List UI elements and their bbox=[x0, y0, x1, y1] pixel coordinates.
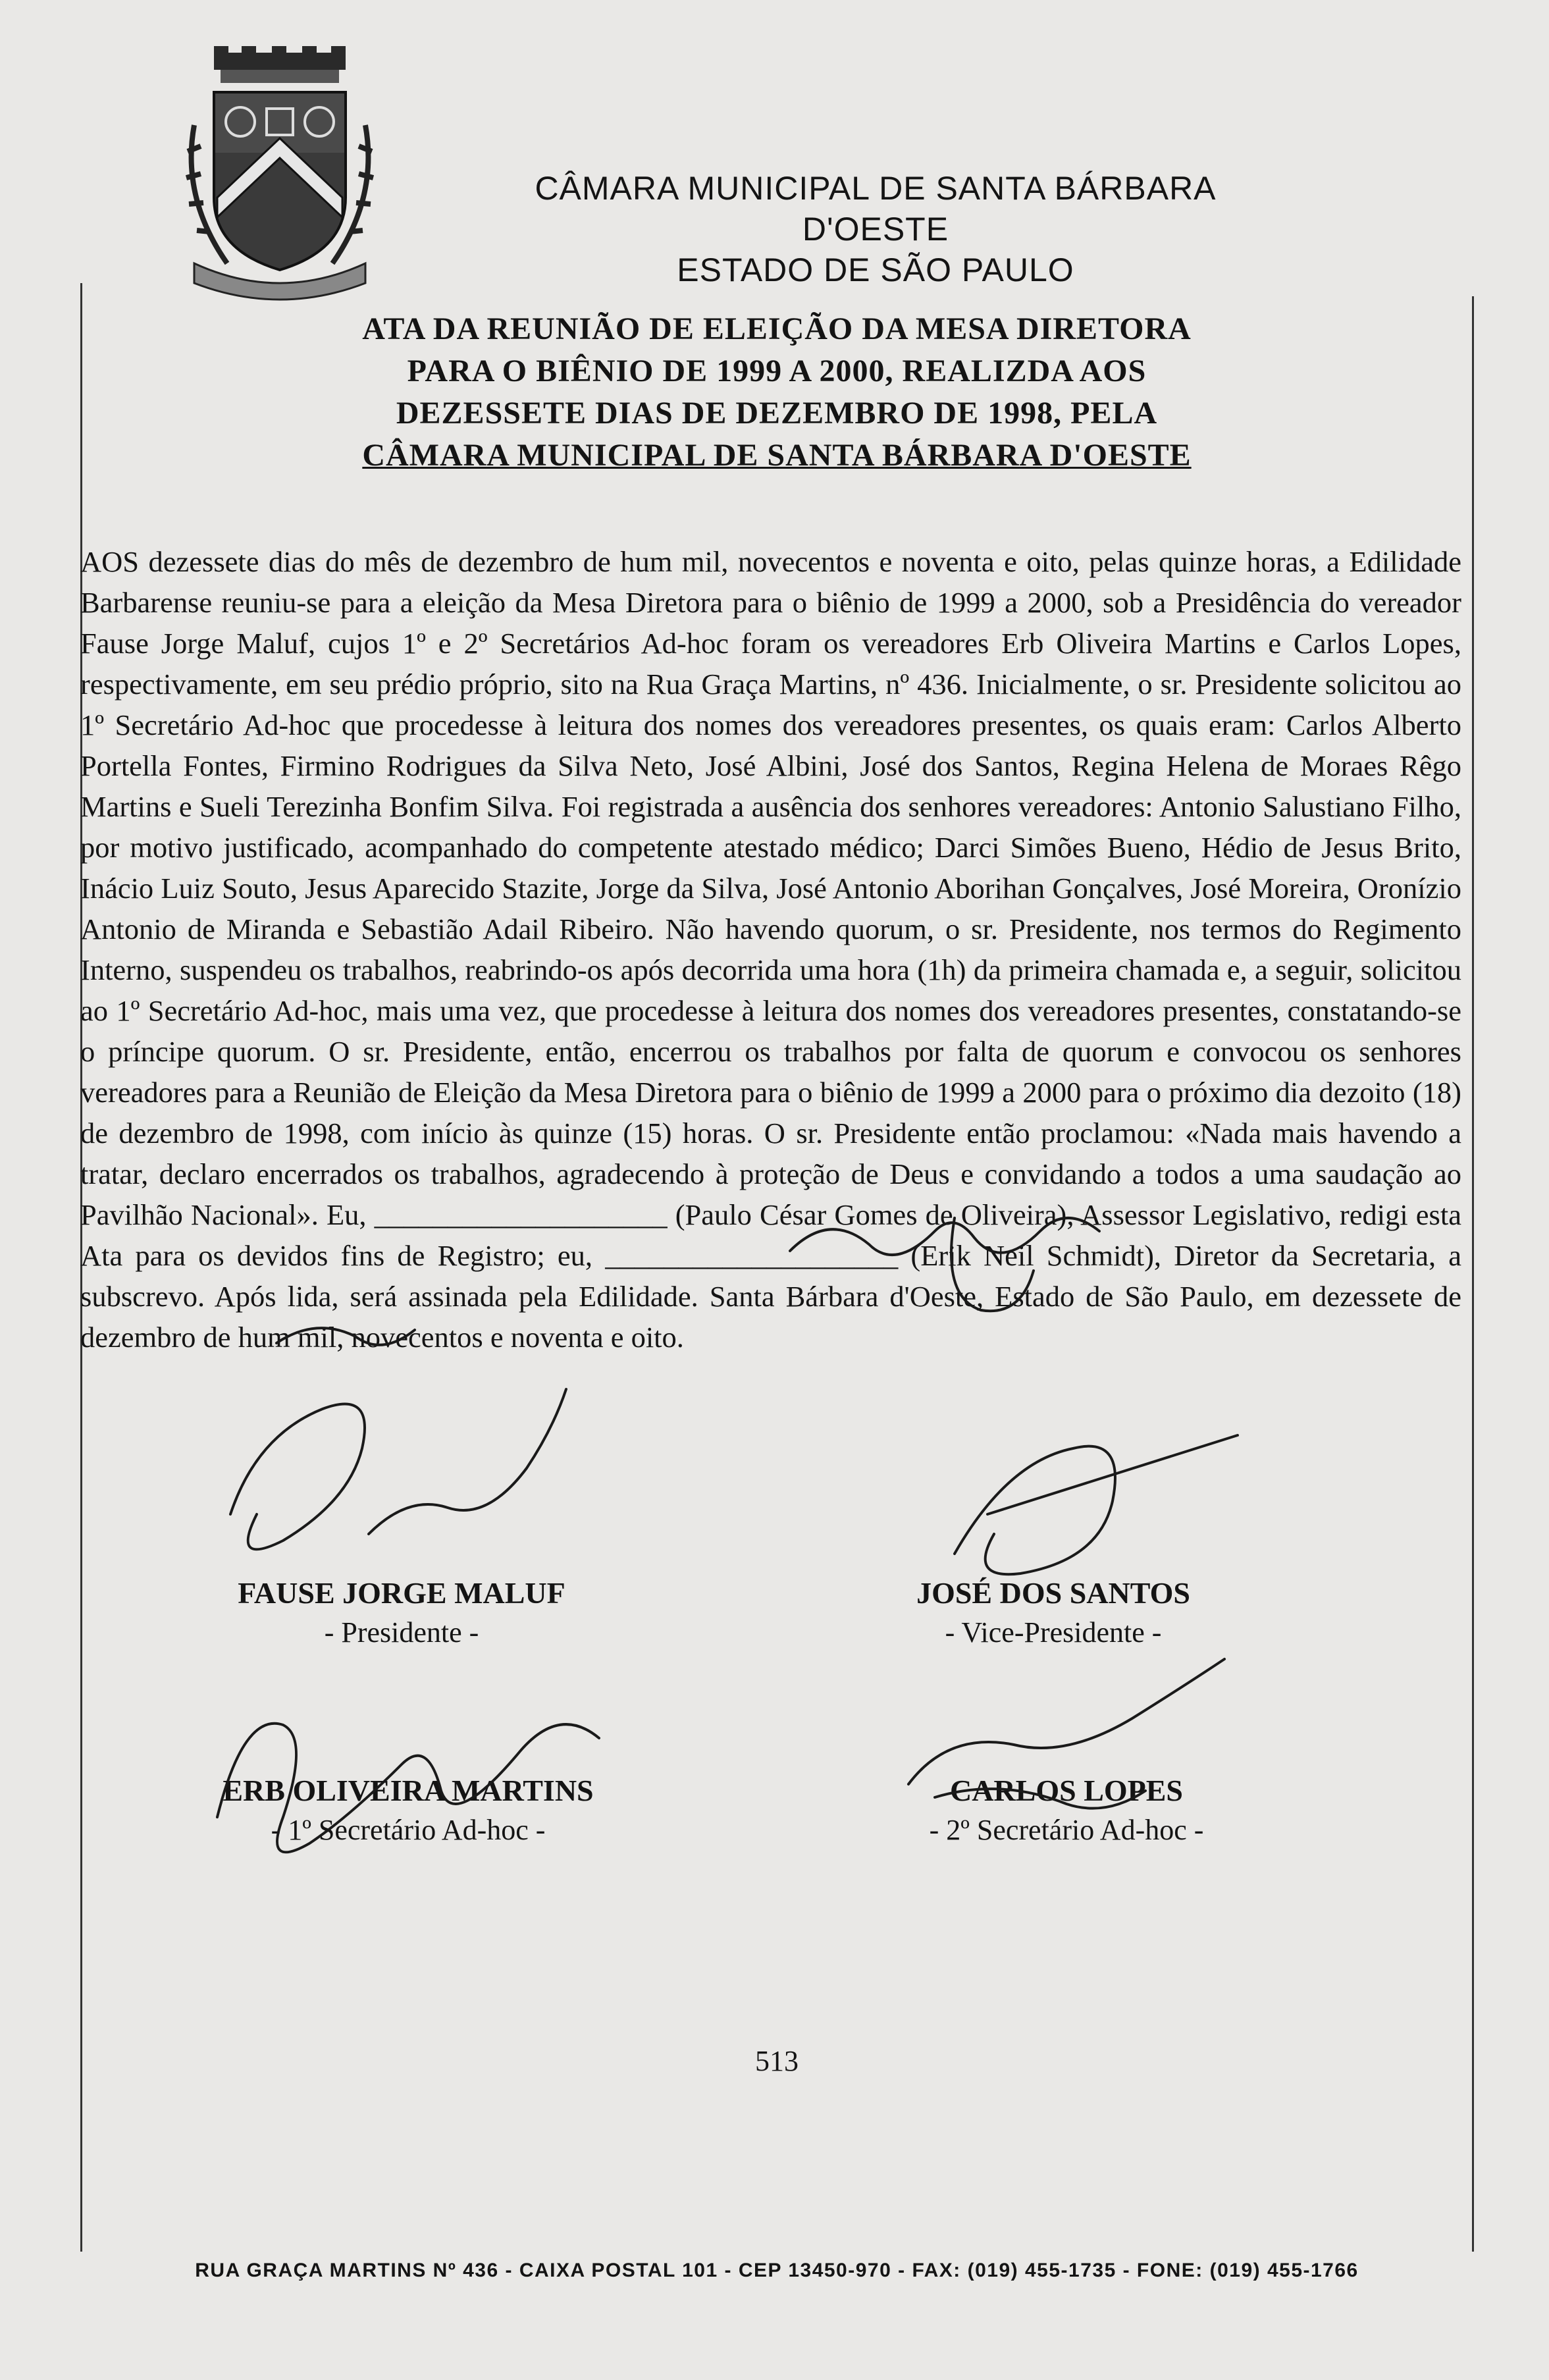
title-line-4: CÂMARA MUNICIPAL DE SANTA BÁRBARA D'OESTE bbox=[362, 438, 1192, 473]
letterhead bbox=[461, 168, 1290, 290]
title-line-1: ATA DA REUNIÃO DE ELEIÇÃO DA MESA DIRETORA bbox=[362, 311, 1192, 346]
signatory-name: FAUSE JORGE MALUF bbox=[238, 1576, 565, 1610]
document-title bbox=[290, 308, 1264, 477]
institution-name: CÂMARA MUNICIPAL DE SANTA BÁRBARA D'OESTE bbox=[535, 170, 1217, 248]
signatory-role: - 2º Secretário Ad-hoc - bbox=[929, 1814, 1204, 1846]
municipal-crest-icon bbox=[168, 46, 392, 303]
signatory-role: - Vice-Presidente - bbox=[945, 1616, 1162, 1649]
minutes-body: AOS dezessete dias do mês de dezembro de hum mil, novecentos e noventa e oito, pelas quinze horas, a Edilidade Barbarense reuniu-se para a eleição da Mesa Diretora para o biênio de 1999 a 2000, sob a Presidência do vereador Fause Jorge Maluf, cujos 1º e 2º Secretários Ad-hoc foram os vereadores Erb Oliveira Martins e Carlos Lopes, respectivamente, em seu prédio próprio, sito na Rua Graça Martins, nº 436. Inicialmente, o sr. Presidente solicitou ao 1º Secretário Ad-hoc que procedesse à leitura dos nomes dos vereadores presentes, os quais eram: Carlos Alberto Portella Fontes, Firmino Rodrigues da Silva Neto, José Albini, José dos Santos, Regina Helena de Moraes Rêgo Martins e Sueli Terezinha Bonfim Silva. Foi registrada a ausência dos senhores vereadores: Antonio Salustiano Filho, por motivo justificado, acompanhado do competente atestado médico; Darci Simões Bueno, Hédio de Jesus Brito, Inácio Luiz Souto, Jesus Aparecido Stazite, Jorge da Silva, José Antonio Aborihan Gonçalves, José Moreira, Oronízio Antonio de Miranda e Sebastião Adail Ribeiro. Não havendo quorum, o sr. Presidente, nos termos do Regimento Interno, suspendeu os trabalhos, reabrindo-os após decorrida uma hora (1h) da primeira chamada e, a seguir, solicitou ao 1º Secretário Ad-hoc, mais uma vez, que procedesse à leitura dos nomes dos vereadores presentes, constatando-se o príncipe quorum. O sr. Presidente, então, encerrou os trabalhos por falta de quorum e convocou os senhores vereadores para a Reunião de Eleição da Mesa Diretora para o biênio de 1999 a 2000 para o próximo dia dezoito (18) de dezembro de 1998, com início às quinze (15) horas. O sr. Presidente então proclamou: «Nada mais havendo a tratar, declaro encerrados os trabalhos, agradecendo à proteção de Deus e convidando a todos a uma saudação ao Pavilhão Nacional». Eu, ____________________ (Paulo César Gomes de Oliveira), Assessor Legislativo, redigi esta Ata para os devidos fins de Registro; eu, ____________________ (Erik Neil Schmidt), Diretor da Secretaria, a subscrevo. Após lida, será assinada pela Edilidade. Santa Bárbara d'Oeste, Estado de São Paulo, em dezessete de dezembro de hum mil, novecentos e noventa e oito. bbox=[80, 545, 1461, 1354]
signature-president bbox=[171, 1573, 632, 1653]
right-margin-rule bbox=[1472, 296, 1474, 2252]
signature-first-secretary bbox=[158, 1771, 658, 1850]
signatory-role: - Presidente - bbox=[324, 1616, 479, 1649]
signatory-name: ERB OLIVEIRA MARTINS bbox=[223, 1774, 594, 1807]
signatory-name: JOSÉ DOS SANTOS bbox=[916, 1576, 1190, 1610]
title-line-2: PARA O BIÊNIO DE 1999 A 2000, REALIZDA AOS bbox=[407, 354, 1147, 388]
signatory-name: CARLOS LOPES bbox=[949, 1774, 1184, 1807]
title-line-3: DEZESSETE DIAS DE DEZEMBRO DE 1998, PELA bbox=[396, 396, 1158, 431]
signatory-role: - 1º Secretário Ad-hoc - bbox=[271, 1814, 546, 1846]
state-name: ESTADO DE SÃO PAULO bbox=[677, 251, 1074, 288]
page-number: 513 bbox=[755, 2045, 799, 2077]
signature-second-secretary bbox=[816, 1771, 1317, 1850]
signature-vice-president bbox=[823, 1573, 1284, 1653]
footer-address: RUA GRAÇA MARTINS Nº 436 - CAIXA POSTAL 101 - CEP 13450-970 - FAX: (019) 455-1735 - FONE: (019) 455-1766 bbox=[195, 2260, 1359, 2281]
